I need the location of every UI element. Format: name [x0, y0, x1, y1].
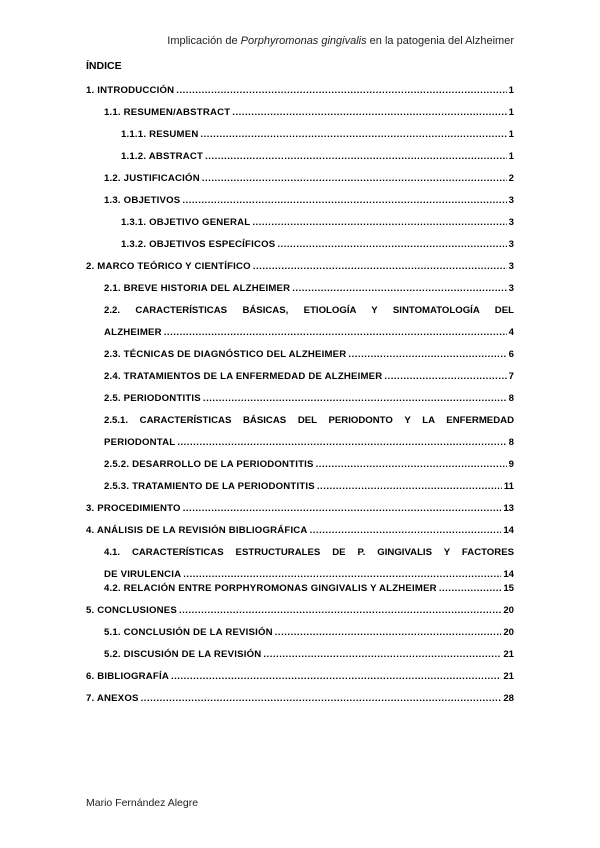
toc-entry-label: 1.1.1. RESUMEN — [121, 129, 199, 140]
toc-entry-page: 13 — [503, 503, 514, 514]
toc-title: ÍNDICE — [86, 60, 122, 72]
toc-entry[interactable] — [104, 388, 514, 410]
toc-entry-label: 7. ANEXOS — [86, 693, 139, 704]
toc-entry-label: 1.1.2. ABSTRACT — [121, 151, 204, 162]
toc-entry[interactable] — [86, 600, 514, 622]
toc-entry-label: 2.1. BREVE HISTORIA DEL ALZHEIMER — [104, 283, 291, 294]
toc-entry-label: 5.2. DISCUSIÓN DE LA REVISIÓN — [104, 649, 262, 660]
toc-entry[interactable] — [86, 498, 514, 520]
toc-entry-page: 15 — [503, 583, 514, 594]
toc-entry-page: 21 — [503, 671, 514, 682]
toc-entry[interactable] — [104, 344, 514, 366]
dot-leader — [292, 278, 506, 300]
toc-entry-label: 2.4. TRATAMIENTOS DE LA ENFERMEDAD DE ALZHEIMER — [104, 371, 383, 382]
toc-entry[interactable] — [104, 190, 514, 212]
toc-entry-label-line2: PERIODONTAL — [104, 437, 176, 448]
toc-entry-page: 20 — [503, 605, 514, 616]
dot-leader — [263, 644, 501, 666]
toc-entry-page: 6 — [508, 349, 514, 360]
toc-entry[interactable] — [104, 366, 514, 388]
toc-entry-page: 1 — [508, 107, 514, 118]
toc-entry[interactable] — [104, 476, 514, 498]
toc-entry-page: 20 — [503, 627, 514, 638]
toc-entry[interactable] — [104, 410, 514, 454]
toc-entry[interactable] — [104, 168, 514, 190]
toc-entry[interactable] — [86, 666, 514, 688]
page-footer-author: Mario Fernández Alegre — [86, 797, 199, 809]
toc-entry-label: 2. MARCO TEÓRICO Y CIENTÍFICO — [86, 261, 251, 272]
dot-leader — [202, 168, 507, 190]
header-suffix: en la patogenia del Alzheimer — [366, 35, 514, 47]
toc-entry-page: 7 — [508, 371, 514, 382]
toc-entry-label: 2.5. PERIODONTITIS — [104, 393, 201, 404]
toc-entry[interactable] — [121, 124, 514, 146]
toc-entry-page: 8 — [508, 393, 514, 404]
dot-leader — [316, 454, 507, 476]
toc-entry-label: 5. CONCLUSIONES — [86, 605, 177, 616]
toc-entry[interactable] — [86, 256, 514, 278]
toc-entry-label-line1: 4.1. CARACTERÍSTICAS ESTRUCTURALES DE P. GINGIVALIS Y FACTORES — [104, 547, 514, 558]
toc-entry-page: 1 — [508, 85, 514, 96]
toc-entry-label-line2: ALZHEIMER — [104, 327, 162, 338]
dot-leader — [141, 688, 502, 710]
running-header — [167, 35, 514, 47]
toc-entry-label: 4.2. RELACIÓN ENTRE PORPHYROMONAS GINGIVALIS Y ALZHEIMER — [104, 583, 437, 594]
toc-entry-page: 3 — [508, 239, 514, 250]
toc-entry-label: 4. ANÁLISIS DE LA REVISIÓN BIBLIOGRÁFICA — [86, 525, 308, 536]
dot-leader — [164, 322, 507, 344]
dot-leader — [252, 212, 506, 234]
toc-entry-page: 1 — [508, 151, 514, 162]
toc-entry-page: 3 — [508, 217, 514, 228]
dot-leader — [439, 578, 502, 600]
toc-entry-page: 14 — [503, 569, 514, 580]
dot-leader — [171, 666, 501, 688]
toc-entry-label: 1.3.1. OBJETIVO GENERAL — [121, 217, 251, 228]
toc-entry-label: 1.3.2. OBJETIVOS ESPECÍFICOS — [121, 239, 276, 250]
dot-leader — [348, 344, 506, 366]
toc-entry-page: 2 — [508, 173, 514, 184]
dot-leader — [177, 432, 506, 454]
toc-entry[interactable] — [104, 578, 514, 600]
toc-entry-label-line1: 2.2. CARACTERÍSTICAS BÁSICAS, ETIOLOGÍA Y SINTOMATOLOGÍA DEL — [104, 305, 514, 316]
toc-entry-page: 1 — [508, 129, 514, 140]
toc-entry-label: 5.1. CONCLUSIÓN DE LA REVISIÓN — [104, 627, 273, 638]
dot-leader — [275, 622, 502, 644]
toc-entry-label-line1: 2.5.1. CARACTERÍSTICAS BÁSICAS DEL PERIODONTO Y LA ENFERMEDAD — [104, 415, 514, 426]
toc-entry-page: 11 — [503, 481, 514, 492]
toc-entry[interactable] — [121, 234, 514, 256]
dot-leader — [384, 366, 506, 388]
toc-entry-page: 3 — [508, 283, 514, 294]
toc-entry[interactable] — [104, 644, 514, 666]
header-italic: Porphyromonas gingivalis — [240, 35, 367, 47]
dot-leader — [200, 124, 506, 146]
dot-leader — [182, 190, 506, 212]
toc-entry[interactable] — [86, 520, 514, 542]
toc-entry-label: 1.1. RESUMEN/ABSTRACT — [104, 107, 231, 118]
toc-entry-label: 1.2. JUSTIFICACIÓN — [104, 173, 200, 184]
dot-leader — [183, 498, 502, 520]
toc-entry[interactable] — [104, 278, 514, 300]
toc-entry-page: 4 — [508, 327, 514, 338]
toc-entry-page: 3 — [508, 261, 514, 272]
toc-entry-page: 28 — [503, 693, 514, 704]
toc-entry[interactable] — [104, 300, 514, 344]
dot-leader — [205, 146, 507, 168]
toc-entry[interactable] — [121, 146, 514, 168]
toc-entry[interactable] — [104, 454, 514, 476]
toc-entry-page: 8 — [508, 437, 514, 448]
toc-entry-page: 21 — [503, 649, 514, 660]
toc-entry[interactable] — [104, 622, 514, 644]
dot-leader — [310, 520, 502, 542]
toc-entry-label: 2.3. TÉCNICAS DE DIAGNÓSTICO DEL ALZHEIMER — [104, 349, 347, 360]
toc-entry-page: 3 — [508, 195, 514, 206]
toc-entry-page: 14 — [503, 525, 514, 536]
toc-entry-label: 2.5.3. TRATAMIENTO DE LA PERIODONTITIS — [104, 481, 315, 492]
header-prefix: Implicación de — [167, 35, 241, 47]
toc-entry-label: 6. BIBLIOGRAFÍA — [86, 671, 169, 682]
toc-entry-label: 1.3. OBJETIVOS — [104, 195, 181, 206]
toc-entry-page: 9 — [508, 459, 514, 470]
dot-leader — [176, 80, 506, 102]
dot-leader — [232, 102, 506, 124]
toc-entry-label-line2: DE VIRULENCIA — [104, 569, 182, 580]
toc-entry-label: 1. INTRODUCCIÓN — [86, 85, 175, 96]
toc-entry-label: 2.5.2. DESARROLLO DE LA PERIODONTITIS — [104, 459, 314, 470]
dot-leader — [179, 600, 501, 622]
dot-leader — [253, 256, 507, 278]
toc-entry[interactable] — [86, 688, 514, 710]
toc-entry[interactable] — [86, 80, 514, 102]
toc-entry[interactable] — [104, 102, 514, 124]
dot-leader — [203, 388, 507, 410]
dot-leader — [317, 476, 502, 498]
dot-leader — [277, 234, 506, 256]
toc-entry[interactable] — [121, 212, 514, 234]
toc-entry-label: 3. PROCEDIMIENTO — [86, 503, 181, 514]
